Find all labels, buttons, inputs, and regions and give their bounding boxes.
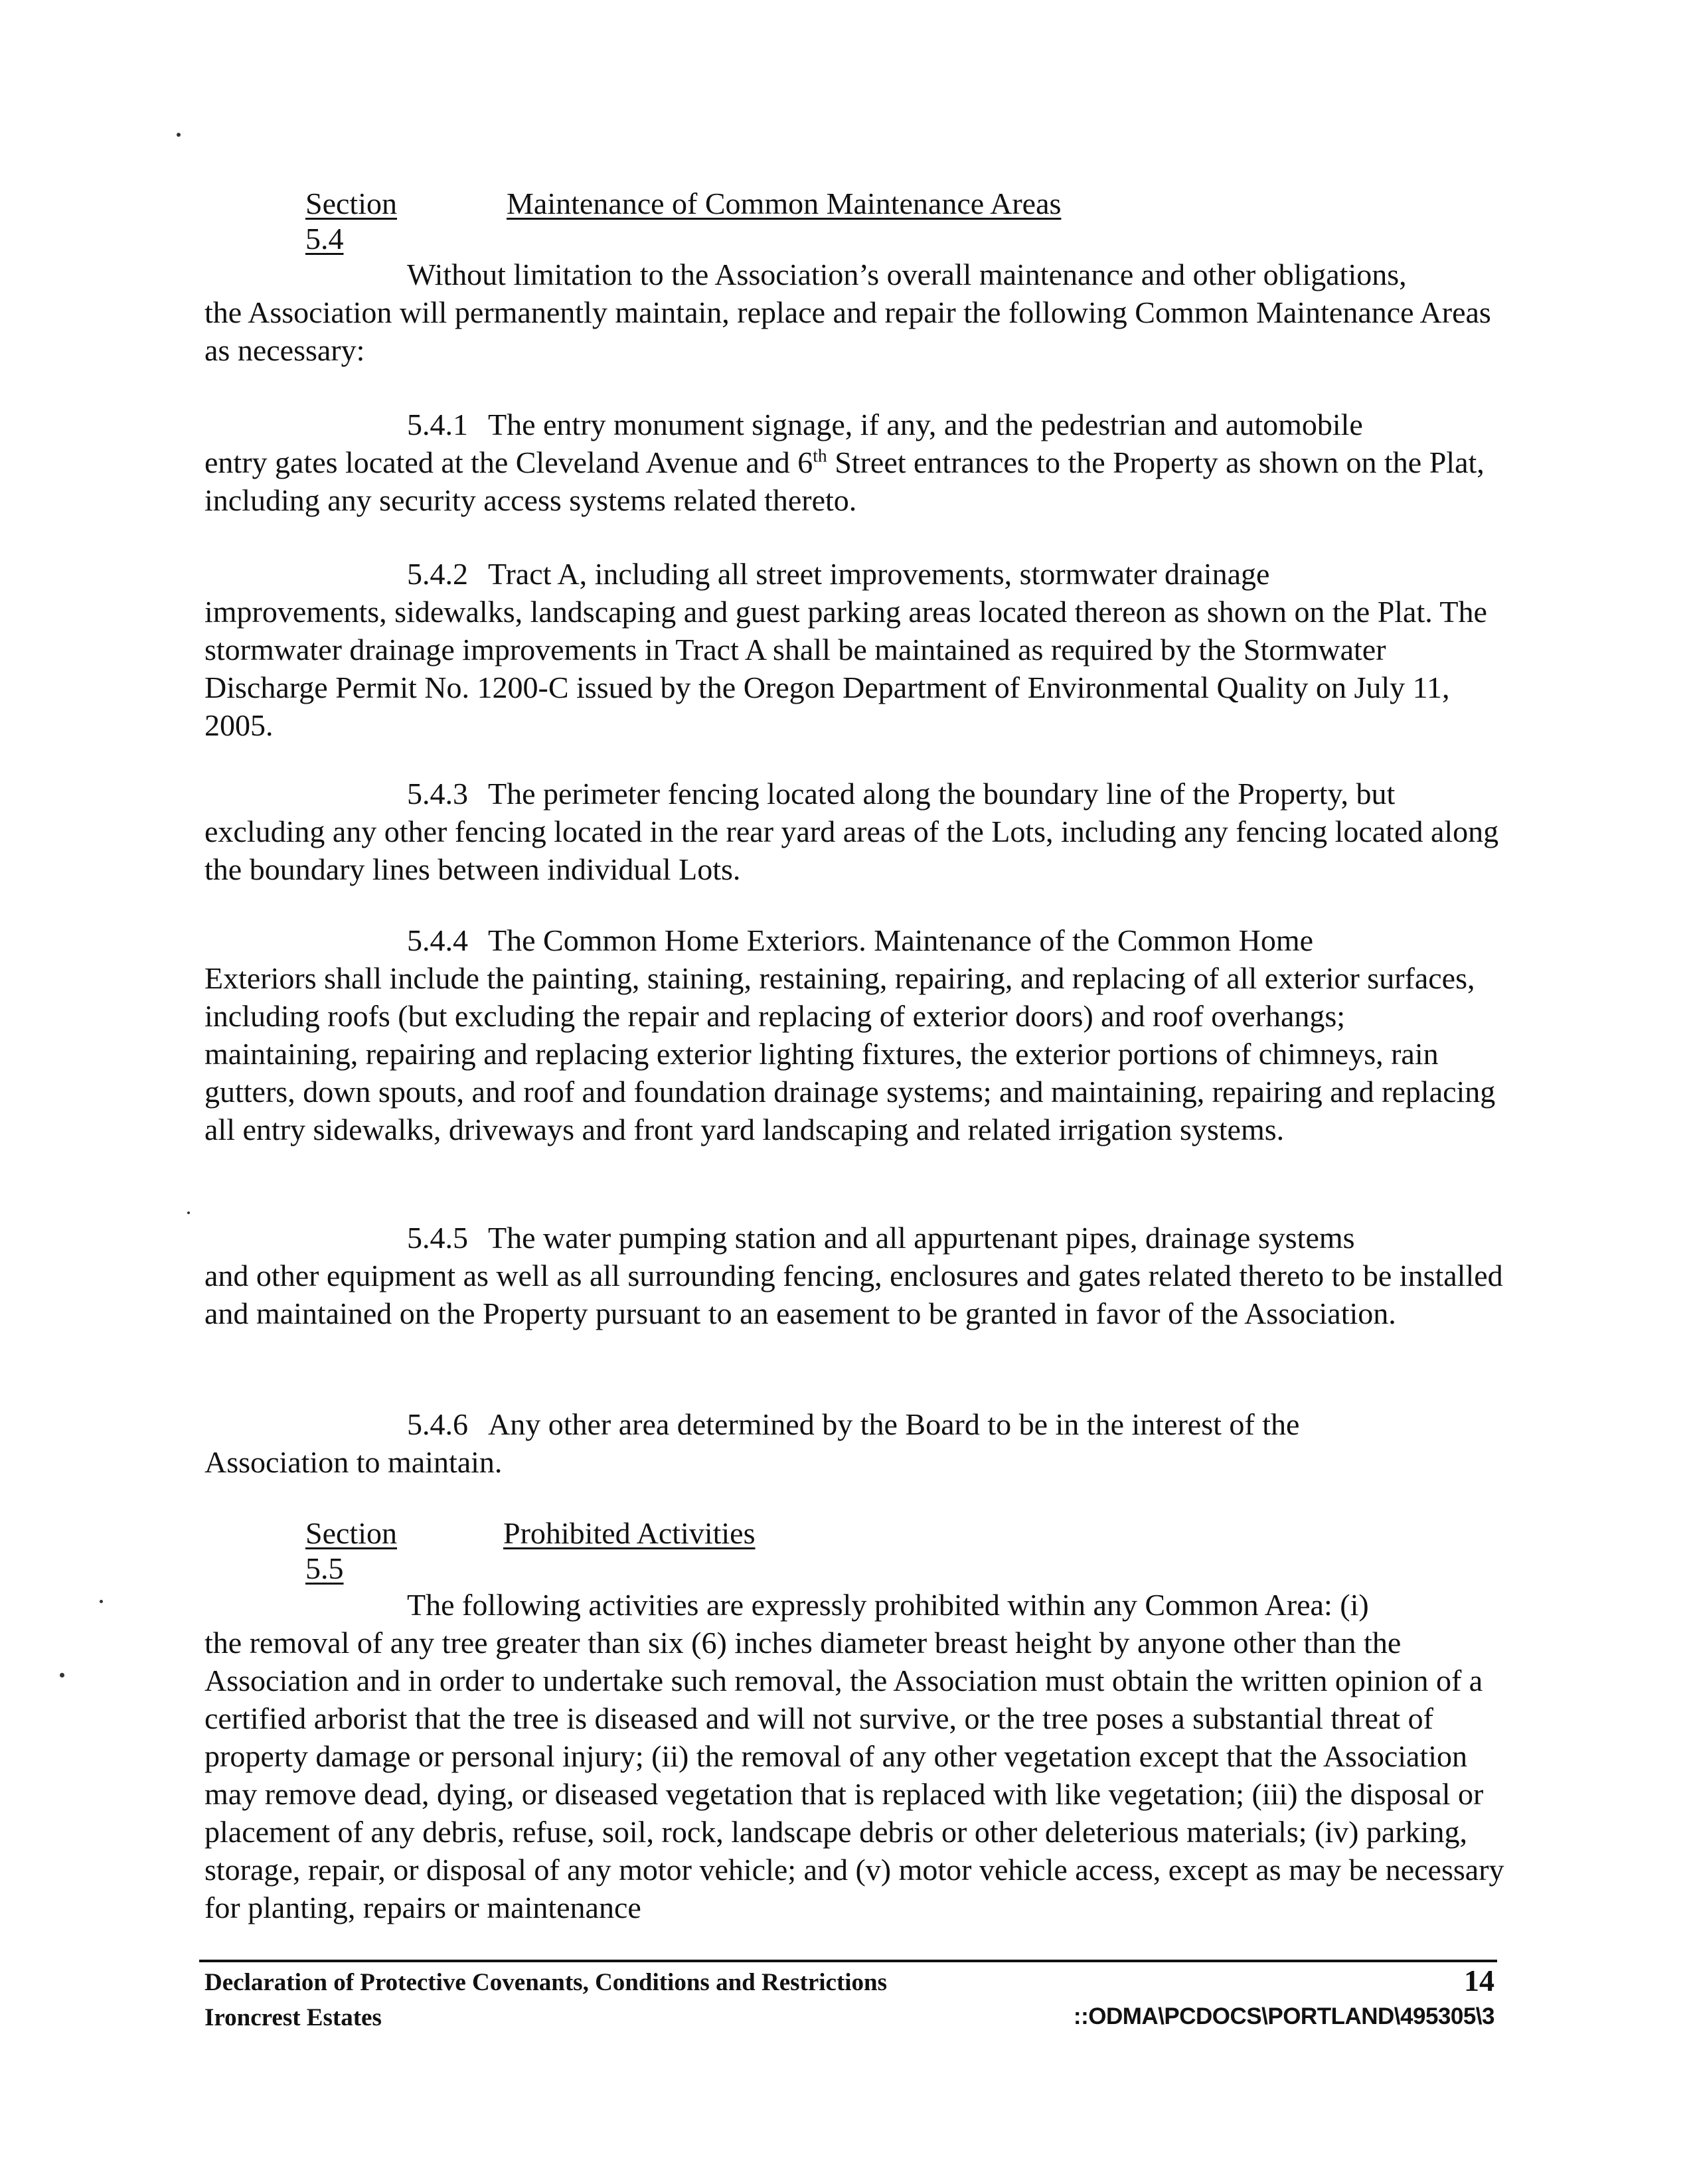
section-5-5-title: Prohibited Activities xyxy=(503,1516,756,1550)
section-5-4-number: Section 5.4 xyxy=(305,187,397,256)
scan-speck xyxy=(60,1673,64,1677)
section-5-4-intro xyxy=(204,256,1506,369)
item-number: 5.4.1 xyxy=(407,408,468,441)
item-text: excluding any other fencing located in the rear yard areas of the Lots, including any fencing located along the boundary lines between individual Lots. xyxy=(204,815,1499,886)
scan-speck xyxy=(100,1600,103,1603)
item-lead: The entry monument signage, if any, and the pedestrian and automobile xyxy=(488,408,1363,441)
section-5-4-title: Maintenance of Common Maintenance Areas xyxy=(507,187,1062,220)
footer-title: Declaration of Protective Covenants, Conditions and Restrictions xyxy=(204,1969,888,1996)
item-text: and other equipment as well as all surrounding fencing, enclosures and gates related thereto to be installed and maintained on the Property pursuant to an easement to be granted in favor of the Association. xyxy=(204,1259,1503,1330)
item-5-4-3 xyxy=(204,775,1506,888)
section-5-5-rest: the removal of any tree greater than six (6) inches diameter breast height by anyone other than the Association and in order to undertake such removal, the Association must obtain the written opinion of a certified arborist that the tree is diseased and will not survive, or the tree poses a substantial threat of property damage or personal injury; (ii) the removal of any other vegetation except that the Association may remove dead, dying, or diseased vegetation that is replaced with like vegetation; (iii) the disposal or placement of any debris, refuse, soil, rock, landscape debris or other deleterious materials; (iv) parking, storage, repair, or disposal of any motor vehicle; and (v) motor vehicle access, except as may be necessary for planting, repairs or maintenance xyxy=(204,1626,1504,1924)
document-path: ::ODMA\PCDOCS\PORTLAND\495305\3 xyxy=(1073,2003,1494,2029)
item-text-a: entry gates located at the Cleveland Avenue and 6 xyxy=(204,445,813,479)
item-text-b: Street entrances to the Property as shown on the Plat, including any security access systems related thereto. xyxy=(204,445,1485,517)
page-number: 14 xyxy=(1464,1964,1494,1997)
item-lead: Any other area determined by the Board to be in the interest of the xyxy=(488,1407,1300,1441)
item-number: 5.4.4 xyxy=(407,923,468,957)
section-5-5-number: Section 5.5 xyxy=(305,1516,397,1585)
item-number: 5.4.2 xyxy=(407,557,468,591)
item-lead: The Common Home Exteriors. Maintenance of the Common Home xyxy=(488,923,1314,957)
section-5-5-body xyxy=(204,1586,1506,1926)
item-number: 5.4.5 xyxy=(407,1221,468,1255)
item-number: 5.4.3 xyxy=(407,777,468,811)
item-5-4-6 xyxy=(204,1405,1506,1481)
item-5-4-4 xyxy=(204,921,1506,1148)
item-5-4-2 xyxy=(204,555,1506,744)
scan-speck xyxy=(177,133,181,137)
item-lead: The perimeter fencing located along the boundary line of the Property, but xyxy=(488,777,1396,811)
scan-speck xyxy=(187,1211,190,1214)
section-5-4-intro-rest: the Association will permanently maintain, replace and repair the following Common Maintenance Areas as necessary: xyxy=(204,295,1491,367)
item-5-4-5 xyxy=(204,1219,1506,1332)
item-5-4-1 xyxy=(204,406,1506,519)
item-text: improvements, sidewalks, landscaping and guest parking areas located thereon as shown on the Plat. The stormwater drainage improvements in Tract A shall be maintained as required by the Stormwater Discharge Permit No. 1200-C issued by the Oregon Department of Environmental Quality on July 11, 2005. xyxy=(204,595,1487,742)
item-lead: Tract A, including all street improvements, stormwater drainage xyxy=(488,557,1270,591)
section-5-4-intro-first-line: Without limitation to the Association’s overall maintenance and other obligations, xyxy=(407,258,1407,291)
superscript-th: th xyxy=(813,445,827,466)
item-number: 5.4.6 xyxy=(407,1407,468,1441)
footer-subtitle: Ironcrest Estates xyxy=(204,2004,382,2031)
footer-rule xyxy=(199,1960,1497,1962)
item-text: Exteriors shall include the painting, staining, restaining, repairing, and replacing of all exterior surfaces, including roofs (but excluding the repair and replacing of exterior doors) and roof overhangs; maintaining, repairing and replacing exterior lighting fixtures, the exterior portions of chimneys, rain gutters, down spouts, and roof and foundation drainage systems; and maintaining, repairing and replacing all entry sidewalks, driveways and front yard landscaping and related irrigation systems. xyxy=(204,961,1496,1146)
item-text: Association to maintain. xyxy=(204,1445,503,1479)
section-5-5-first-line: The following activities are expressly prohibited within any Common Area: (i) xyxy=(407,1588,1369,1622)
item-lead: The water pumping station and all appurtenant pipes, drainage systems xyxy=(488,1221,1355,1255)
